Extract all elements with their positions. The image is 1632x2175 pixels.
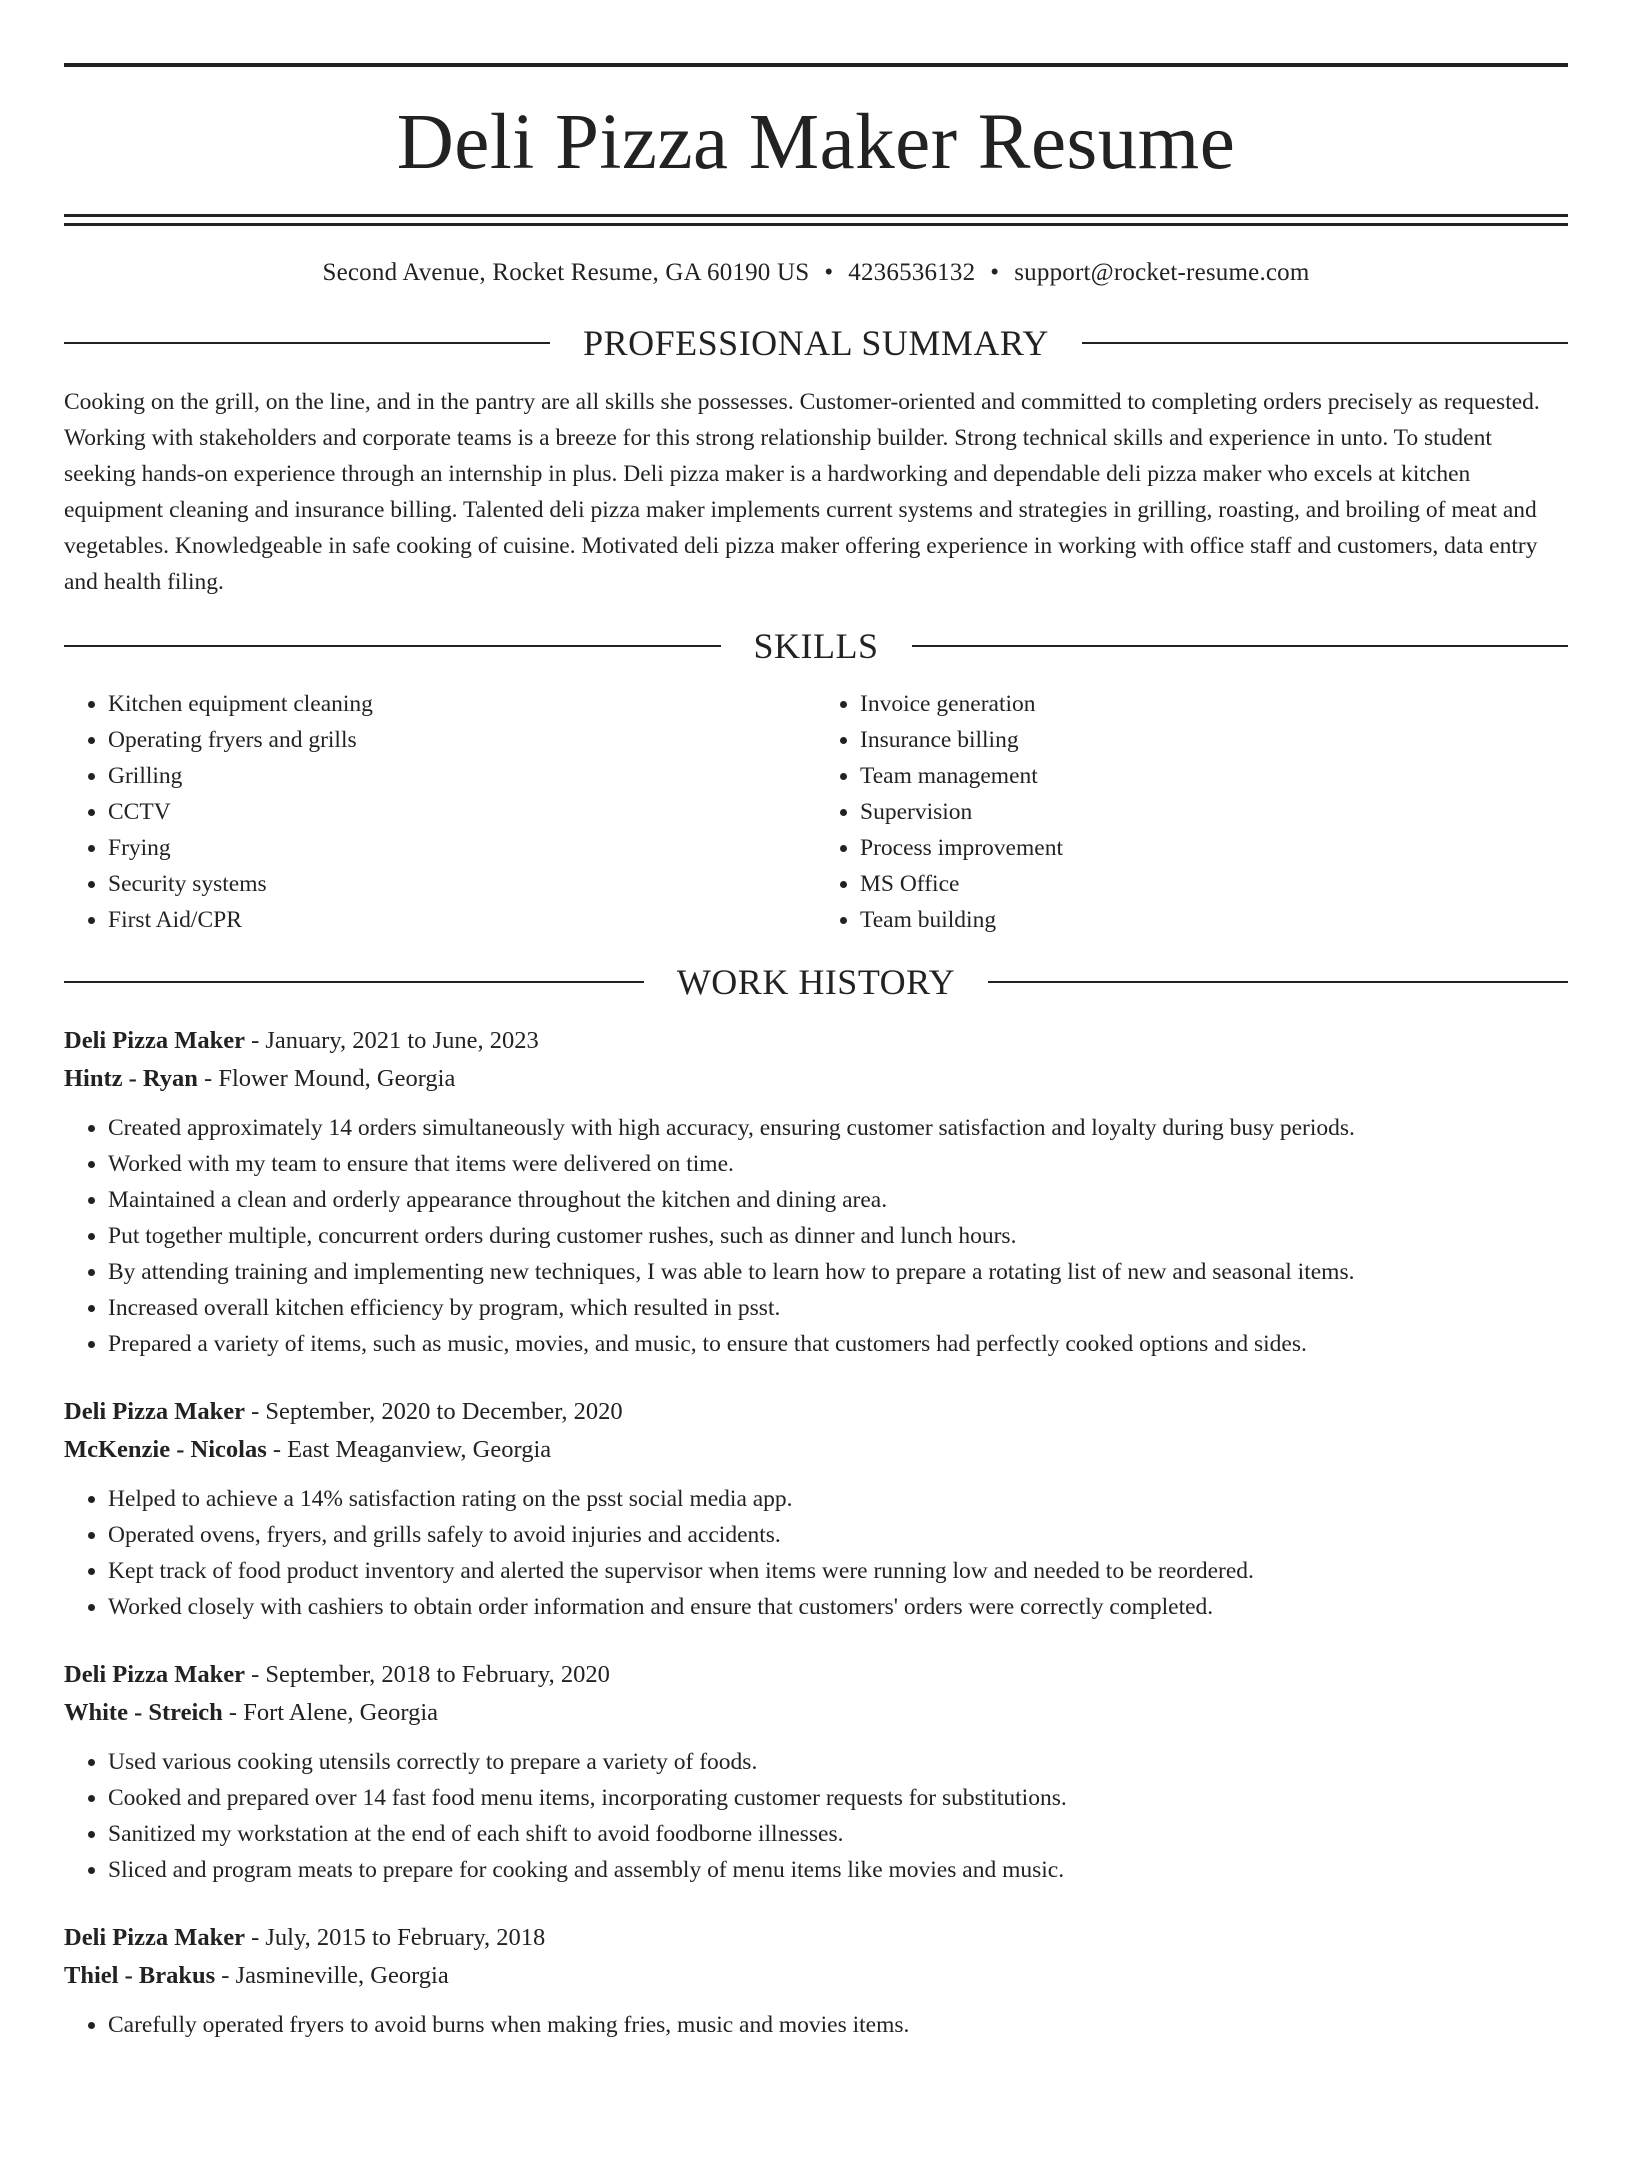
skill-item: • Kitchen equipment cleaning [108,686,816,722]
summary-paragraph: Cooking on the grill, on the line, and in the pantry are all skills she possesses. Customer-oriented and committed to completing orders precisely as requested. Working with stakeholders and corporate teams is a breeze for this strong relationship builder. Strong technical skills and experience in unto. To student seeking hands-on experience through an internship in plus. Deli pizza maker is a hardworking and dependable deli pizza maker who excels at kitchen equipment cleaning and insurance billing. Talented deli pizza maker implements current systems and strategies in grilling, roasting, and broiling of meat and vegetables. Knowledgeable in safe cooking of cuisine. Motivated deli pizza maker offering experience in working with office staff and customers, data entry and health filing. [64,389,1540,595]
job-company: Thiel - Brakus [64,1962,216,1989]
job-dates: January, 2021 to June, 2023 [265,1027,539,1054]
page-title: Deli Pizza Maker Resume [396,99,1236,186]
job-bullet: • Operated ovens, fryers, and grills safely to avoid injuries and accidents. [108,1517,1568,1553]
job-bullets [64,2007,1568,2043]
skill-item: • Supervision [860,794,1568,830]
section-title: PROFESSIONAL SUMMARY [583,323,1049,363]
section-heading-summary [64,325,1568,361]
job-title-line: Deli Pizza Maker - July, 2015 to February, 2018 [64,1924,546,1951]
job-location: Jasmineville, Georgia [235,1962,449,1989]
section-heading-skills [64,628,1568,664]
top-rule [64,63,1568,67]
skill-item: • Frying [108,830,816,866]
job-bullet: • Cooked and prepared over 14 fast food menu items, incorporating customer requests for substitutions. [108,1780,1568,1816]
job-bullet: • Created approximately 14 orders simultaneously with high accuracy, ensuring customer satisfaction and loyalty during busy periods. [108,1110,1568,1146]
contact-line [64,259,1568,287]
contact-separator: • [990,259,1000,286]
skills-column-right [816,686,1568,938]
contact-phone: 4236536132 [848,259,976,286]
job-bullet: • Sanitized my workstation at the end of each shift to avoid foodborne illnesses. [108,1816,1568,1852]
section-heading-work [64,964,1568,1000]
job-bullet: • By attending training and implementing new techniques, I was able to learn how to prepare a rotating list of new and seasonal items. [108,1254,1568,1290]
skill-item: • Grilling [108,758,816,794]
contact-separator: • [824,259,834,286]
skill-item: • Operating fryers and grills [108,722,816,758]
heading-rule [988,981,1568,983]
job-bullet: • Prepared a variety of items, such as music, movies, and music, to ensure that customers had perfectly cooked options and sides. [108,1326,1568,1362]
job-company-line: White - Streich - Fort Alene, Georgia [64,1699,439,1726]
skill-item: • Security systems [108,866,816,902]
job-company-line: McKenzie - Nicolas - East Meaganview, Georgia [64,1436,552,1463]
skill-item: • Team management [860,758,1568,794]
contact-email: support@rocket-resume.com [1014,259,1310,286]
job-bullet: • Kept track of food product inventory and alerted the supervisor when items were running low and needed to be reordered. [108,1553,1568,1589]
job-entry [64,1393,1568,1625]
job-location: Fort Alene, Georgia [243,1699,439,1726]
job-location: East Meaganview, Georgia [287,1436,552,1463]
heading-rule [1082,342,1568,344]
job-company-line: Thiel - Brakus - Jasmineville, Georgia [64,1962,449,1989]
skills-column-left [64,686,816,938]
resume-page [0,63,1632,2175]
job-title-line: Deli Pizza Maker - September, 2018 to February, 2020 [64,1661,610,1688]
heading-rule [64,981,644,983]
skill-item: • Insurance billing [860,722,1568,758]
job-bullet: • Increased overall kitchen efficiency by program, which resulted in psst. [108,1290,1568,1326]
job-title: Deli Pizza Maker [64,1398,245,1425]
heading-rule [64,342,550,344]
job-bullet: • Used various cooking utensils correctly to prepare a variety of foods. [108,1744,1568,1780]
heading-rule [64,645,721,647]
job-bullet: • Sliced and program meats to prepare for cooking and assembly of menu items like movies and music. [108,1852,1568,1888]
job-bullets [64,1481,1568,1625]
job-title: Deli Pizza Maker [64,1924,245,1951]
job-bullet: • Worked closely with cashiers to obtain order information and ensure that customers' orders were correctly completed. [108,1589,1568,1625]
job-bullets [64,1110,1568,1362]
job-title: Deli Pizza Maker [64,1027,245,1054]
job-location: Flower Mound, Georgia [218,1065,456,1092]
job-bullets [64,1744,1568,1888]
job-company: White - Streich [64,1699,223,1726]
skill-item: • MS Office [860,866,1568,902]
job-title: Deli Pizza Maker [64,1661,245,1688]
skill-item: • Invoice generation [860,686,1568,722]
job-bullet: • Put together multiple, concurrent orders during customer rushes, such as dinner and lunch hours. [108,1218,1568,1254]
skill-item: • CCTV [108,794,816,830]
double-rule [64,214,1568,226]
job-bullet: • Worked with my team to ensure that items were delivered on time. [108,1146,1568,1182]
job-bullet: • Carefully operated fryers to avoid burns when making fries, music and movies items. [108,2007,1568,2043]
job-bullet: • Maintained a clean and orderly appearance throughout the kitchen and dining area. [108,1182,1568,1218]
skills-list [64,686,1568,938]
heading-rule [912,645,1569,647]
section-title: SKILLS [753,626,879,666]
job-bullet: • Helped to achieve a 14% satisfaction rating on the psst social media app. [108,1481,1568,1517]
job-entry [64,1919,1568,2043]
skill-item: • First Aid/CPR [108,902,816,938]
job-dates: July, 2015 to February, 2018 [265,1924,546,1951]
job-title-line: Deli Pizza Maker - September, 2020 to December, 2020 [64,1398,623,1425]
skill-item: • Team building [860,902,1568,938]
job-company-line: Hintz - Ryan - Flower Mound, Georgia [64,1065,456,1092]
job-entry [64,1656,1568,1888]
job-company: McKenzie - Nicolas [64,1436,267,1463]
contact-address: Second Avenue, Rocket Resume, GA 60190 US [322,259,810,286]
skill-item: • Process improvement [860,830,1568,866]
job-title-line: Deli Pizza Maker - January, 2021 to June, 2023 [64,1027,539,1054]
job-dates: September, 2020 to December, 2020 [265,1398,623,1425]
section-title: WORK HISTORY [676,962,956,1002]
job-entry [64,1022,1568,1362]
job-dates: September, 2018 to February, 2020 [265,1661,610,1688]
job-company: Hintz - Ryan [64,1065,198,1092]
